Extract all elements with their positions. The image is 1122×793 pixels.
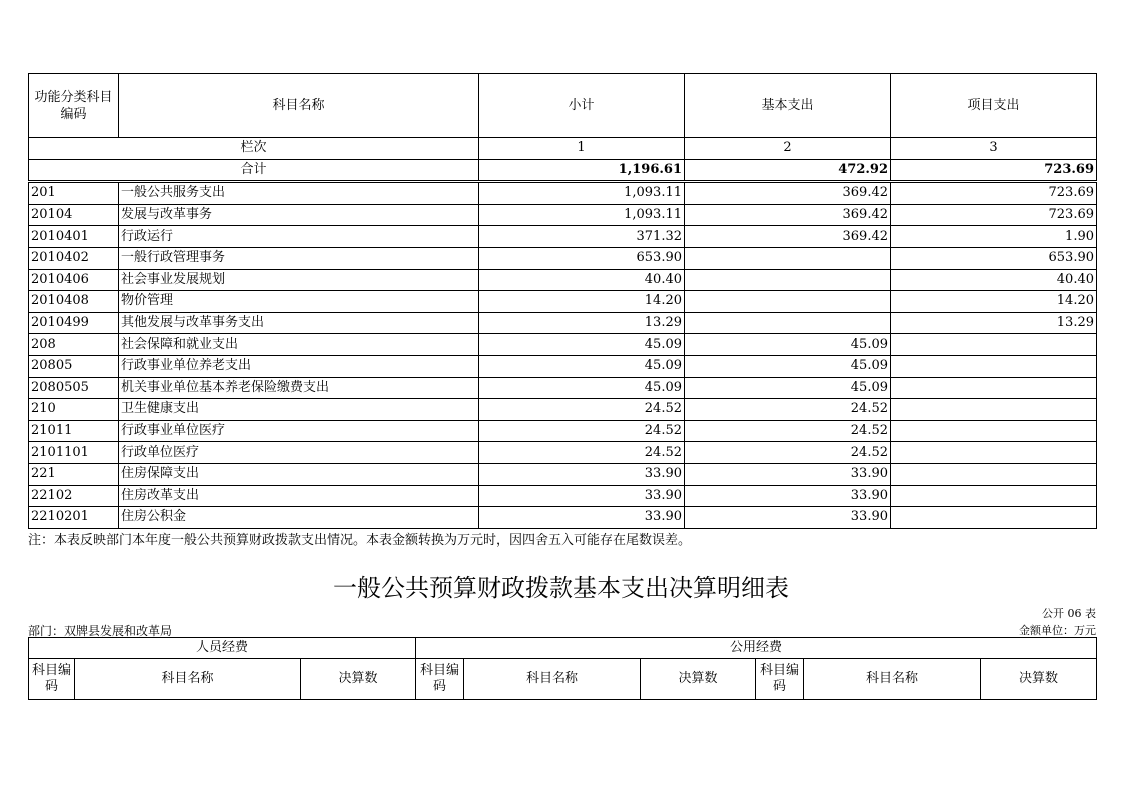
cell-project [891,442,1097,464]
cell-code: 221 [29,463,119,485]
cell-name: 机关事业单位基本养老保险缴费支出 [119,377,479,399]
cell-subtotal: 24.52 [479,399,685,421]
cell-project [891,377,1097,399]
page-title: 一般公共预算财政拨款基本支出决算明细表 [333,574,789,602]
cell-subtotal: 45.09 [479,355,685,377]
cell-code: 2101101 [29,442,119,464]
cell-name: 行政运行 [119,226,479,248]
cell-name: 行政事业单位医疗 [119,420,479,442]
cell-name: 住房保障支出 [119,463,479,485]
table-row [29,420,1097,442]
sub-name: 科目名称 [464,659,641,700]
header-project: 项目支出 [891,74,1097,138]
cell-name: 卫生健康支出 [119,399,479,421]
cell-project: 653.90 [891,247,1097,269]
cell-name: 社会事业发展规划 [119,269,479,291]
cell-project [891,463,1097,485]
cell-name: 其他发展与改革事务支出 [119,312,479,334]
cell-project: 13.29 [891,312,1097,334]
expenditure-table [28,73,1097,529]
group-personnel: 人员经费 [29,638,416,659]
sub-amount: 决算数 [641,659,756,700]
header-name: 科目名称 [119,74,479,138]
cell-basic: 24.52 [685,399,891,421]
cell-project: 14.20 [891,291,1097,313]
cell-subtotal: 24.52 [479,420,685,442]
sub-code: 科目编码 [756,659,804,700]
cell-subtotal: 33.90 [479,463,685,485]
cell-basic: 33.90 [685,463,891,485]
cell-subtotal: 371.32 [479,226,685,248]
cell-subtotal: 24.52 [479,442,685,464]
department-label: 部门：双牌县发展和改革局 [28,624,173,638]
cell-subtotal: 653.90 [479,247,685,269]
cell-basic: 45.09 [685,334,891,356]
table-row [29,291,1097,313]
cell-subtotal: 33.90 [479,485,685,507]
cell-basic: 33.90 [685,485,891,507]
table-row [29,463,1097,485]
cell-name: 发展与改革事务 [119,204,479,226]
cell-basic [685,312,891,334]
cell-name: 行政事业单位养老支出 [119,355,479,377]
sub-name: 科目名称 [75,659,301,700]
cell-code: 22102 [29,485,119,507]
sub-header-row [29,659,1097,700]
cell-code: 20104 [29,204,119,226]
cell-subtotal: 1,093.11 [479,204,685,226]
cell-project: 40.40 [891,269,1097,291]
column-index-row [29,138,1097,160]
header-code: 功能分类科目编码 [29,74,119,138]
cell-subtotal: 1,093.11 [479,182,685,205]
group-public: 公用经费 [416,638,1097,659]
table-row [29,182,1097,205]
cell-code: 2010402 [29,247,119,269]
table-row [29,247,1097,269]
cell-code: 208 [29,334,119,356]
cell-code: 2010401 [29,226,119,248]
table-row [29,355,1097,377]
cell-code: 2080505 [29,377,119,399]
header-subtotal: 小计 [479,74,685,138]
cell-basic: 24.52 [685,442,891,464]
group-header-row [29,638,1097,659]
sub-code: 科目编码 [29,659,75,700]
cell-project: 1.90 [891,226,1097,248]
cell-project: 723.69 [891,182,1097,205]
column-index-label: 栏次 [29,138,479,160]
table-row [29,442,1097,464]
table-row [29,269,1097,291]
table-code: 公开 06 表 [1042,607,1096,620]
cell-project [891,507,1097,529]
sub-code: 科目编码 [416,659,464,700]
cell-basic: 369.42 [685,182,891,205]
cell-subtotal: 33.90 [479,507,685,529]
cell-code: 2010499 [29,312,119,334]
cell-name: 住房改革支出 [119,485,479,507]
cell-name: 行政单位医疗 [119,442,479,464]
table-row [29,204,1097,226]
cell-name: 社会保障和就业支出 [119,334,479,356]
column-index-2: 2 [685,138,891,160]
cell-basic: 33.90 [685,507,891,529]
column-index-3: 3 [891,138,1097,160]
total-label: 合计 [29,159,479,182]
cell-code: 20805 [29,355,119,377]
cell-basic: 24.52 [685,420,891,442]
table-row [29,485,1097,507]
cell-basic: 369.42 [685,204,891,226]
cell-subtotal: 13.29 [479,312,685,334]
header-basic: 基本支出 [685,74,891,138]
sub-amount: 决算数 [981,659,1097,700]
table-row [29,399,1097,421]
header-row [29,74,1097,138]
cell-basic: 45.09 [685,355,891,377]
table-row [29,507,1097,529]
table-row [29,226,1097,248]
sub-amount: 决算数 [301,659,416,700]
sub-name: 科目名称 [804,659,981,700]
cell-name: 物价管理 [119,291,479,313]
cell-project [891,334,1097,356]
total-subtotal: 1,196.61 [479,159,685,182]
cell-subtotal: 45.09 [479,334,685,356]
cell-project [891,485,1097,507]
cell-project: 723.69 [891,204,1097,226]
table-row [29,377,1097,399]
column-index-1: 1 [479,138,685,160]
cell-project [891,355,1097,377]
cell-subtotal: 40.40 [479,269,685,291]
cell-basic: 45.09 [685,377,891,399]
cell-name: 一般行政管理事务 [119,247,479,269]
cell-subtotal: 45.09 [479,377,685,399]
cell-code: 21011 [29,420,119,442]
cell-name: 住房公积金 [119,507,479,529]
cell-code: 2010406 [29,269,119,291]
table-row [29,312,1097,334]
cell-subtotal: 14.20 [479,291,685,313]
table-row [29,334,1097,356]
cell-project [891,399,1097,421]
detail-table [28,637,1097,700]
cell-basic [685,269,891,291]
cell-code: 2210201 [29,507,119,529]
cell-code: 210 [29,399,119,421]
cell-basic [685,291,891,313]
unit-label: 金额单位：万元 [1019,624,1096,637]
cell-basic [685,247,891,269]
cell-code: 201 [29,182,119,205]
total-project: 723.69 [891,159,1097,182]
cell-basic: 369.42 [685,226,891,248]
table-note: 注：本表反映部门本年度一般公共预算财政拨款支出情况。本表金额转换为万元时，因四舍五入可能存在尾数误差。 [28,533,692,548]
total-basic: 472.92 [685,159,891,182]
cell-code: 2010408 [29,291,119,313]
total-row [29,159,1097,182]
cell-project [891,420,1097,442]
cell-name: 一般公共服务支出 [119,182,479,205]
